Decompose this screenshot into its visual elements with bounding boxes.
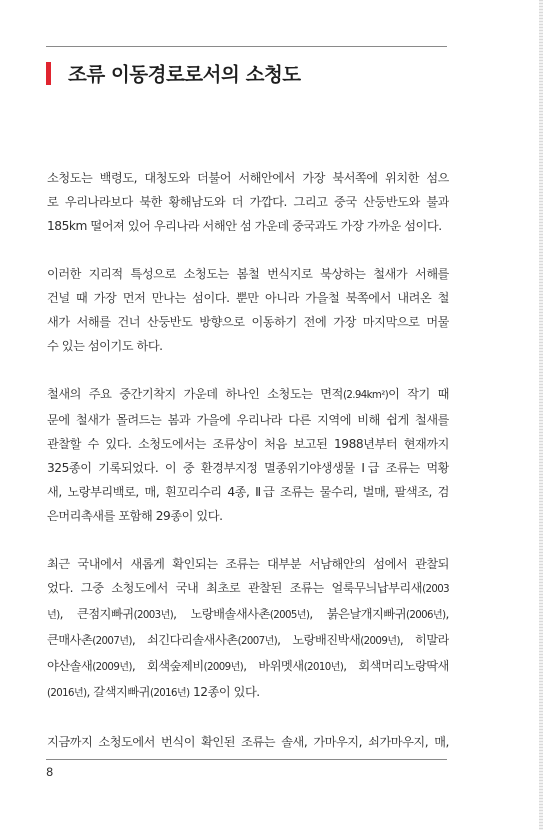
text-line: 관찰할 수 있다. 소청도에서는 조류상이 처음 보고된 1988년부터 현재까지 xyxy=(47,437,449,451)
paragraph xyxy=(47,262,449,358)
text-line: 년), 큰점지빠귀(2003년), 노랑배솔새사촌(2005년), 붉은날개지빠귀(2006년), xyxy=(47,607,449,621)
inline-annotation: 년) xyxy=(47,610,60,621)
text-line: 건널 때 가장 먼저 만나는 섬이다. 뿐만 아니라 가을철 북쪽에서 내려온 철 xyxy=(47,291,449,305)
inline-annotation: (2007년) xyxy=(92,636,132,647)
inline-annotation: (2010년) xyxy=(303,662,344,673)
inline-annotation: (2003 xyxy=(422,584,449,595)
page-number: 8 xyxy=(46,765,54,779)
text-line: (2016년), 갈색지빠귀(2016년) 12종이 있다. xyxy=(47,685,260,699)
inline-annotation: (2.94km²) xyxy=(342,390,389,401)
title-accent-bar xyxy=(46,62,51,85)
bottom-divider xyxy=(46,759,447,760)
text-line: 지금까지 소청도에서 번식이 확인된 조류는 솔새, 가마우지, 쇠가마우지, 매, xyxy=(47,735,449,749)
text-line: 이러한 지리적 특성으로 소청도는 봄철 번식지로 북상하는 철새가 서해를 xyxy=(47,267,449,281)
text-line: 로 우리나라보다 북한 황해남도와 더 가깝다. 그리고 중국 산둥반도와 불과 xyxy=(47,195,449,209)
inline-annotation: (2003년) xyxy=(133,610,174,621)
paragraph xyxy=(47,166,449,238)
inline-annotation: (2005년) xyxy=(269,610,310,621)
text-line: 철새의 주요 중간기착지 가운데 하나인 소청도는 면적(2.94km²)이 작기 때 xyxy=(47,387,449,401)
text-line: 최근 국내에서 새롭게 확인되는 조류는 대부분 서남해안의 섬에서 관찰되 xyxy=(47,557,449,571)
inline-annotation: (2009년) xyxy=(203,662,244,673)
top-divider xyxy=(46,46,447,47)
inline-annotation: (2009년) xyxy=(92,662,132,673)
inline-annotation: (2016년) xyxy=(150,688,190,699)
text-line: 큰매사촌(2007년), 쇠긴다리솔새사촌(2007년), 노랑배진박새(2009년), 히말라 xyxy=(47,633,449,647)
paragraph xyxy=(47,382,449,528)
chapter-title: 조류 이동경로로서의 소청도 xyxy=(68,63,301,86)
text-line: 소청도는 백령도, 대청도와 더불어 서해안에서 가장 북서쪽에 위치한 섬으 xyxy=(47,171,449,185)
inline-annotation: (2006년) xyxy=(406,610,446,621)
text-line: 었다. 그중 소청도에서 국내 최초로 관찰된 조류는 얼룩무늬납부리새(2003 xyxy=(47,581,449,595)
paragraph xyxy=(47,730,449,754)
inline-annotation: (2009년) xyxy=(360,636,400,647)
text-line: 325종이 기록되었다. 이 중 환경부지정 멸종위기야생생물 Ⅰ급 조류는 먹황 xyxy=(47,461,449,475)
body-text xyxy=(47,166,449,778)
page-edge xyxy=(539,0,543,830)
text-line: 185km 떨어져 있어 우리나라 서해안 섬 가운데 중국과도 가장 가까운 섬이다. xyxy=(47,219,442,233)
text-line: 야산솔새(2009년), 회색숲제비(2009년), 바위멧새(2010년), 회색머리노랑딱새 xyxy=(47,659,449,673)
paragraph xyxy=(47,552,449,706)
inline-annotation: (2007년) xyxy=(237,636,278,647)
text-line: 문에 철새가 몰려드는 봄과 가을에 우리나라 다른 지역에 비해 쉽게 철새를 xyxy=(47,413,449,427)
text-line: 새가 서해를 건너 산둥반도 방향으로 이동하기 전에 가장 마지막으로 머물 xyxy=(47,315,449,329)
text-line: 수 있는 섬이기도 하다. xyxy=(47,339,163,353)
inline-annotation: (2016년) xyxy=(47,688,87,699)
text-line: 은머리촉새를 포함해 29종이 있다. xyxy=(47,509,223,523)
text-line: 새, 노랑부리백로, 매, 흰꼬리수리 4종, Ⅱ급 조류는 물수리, 벌매, 팔색조, 검 xyxy=(47,485,449,499)
chapter-header xyxy=(46,60,447,86)
